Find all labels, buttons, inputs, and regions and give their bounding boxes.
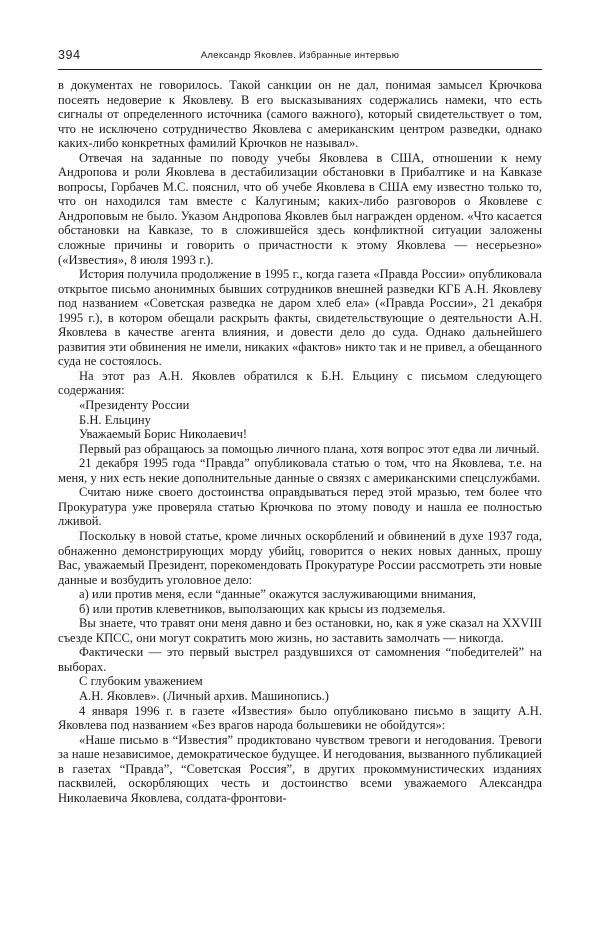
header-divider-rule bbox=[58, 69, 542, 70]
body-text-block bbox=[58, 78, 542, 805]
body-paragraph: Считаю ниже своего достоинства оправдываться перед этой мразью, тем более что Прокуратура уже проверяла статью Крючкова по этому поводу и нашла ее полностью лживой. bbox=[58, 485, 542, 529]
body-paragraph: Б.Н. Ельцину bbox=[79, 412, 151, 427]
body-paragraph: А.Н. Яковлев». (Личный архив. Машинопись.) bbox=[79, 688, 329, 703]
running-head-title: Александр Яковлев. Избранные интервью bbox=[200, 50, 400, 61]
running-head bbox=[58, 48, 542, 66]
body-paragraph: Уважаемый Борис Николаевич! bbox=[79, 427, 248, 442]
body-paragraph: Фактически — это первый выстрел раздувшихся от самомнения “победителей” на выборах. bbox=[58, 645, 542, 674]
body-paragraph: 21 декабря 1995 года “Правда” опубликовала статью о том, что на Яковлева, т.е. на меня, у них есть некие дополнительные данные о связях с американскими спецслужбами. bbox=[58, 456, 542, 485]
page-number: 394 bbox=[58, 48, 81, 62]
body-paragraph: Отвечая на заданные по поводу учебы Яковлева в США, отношении к нему Андропова и роли Яковлева в дестабилизации обстановки в Прибалтике и на Кавказе вопросы, Горбачев М.С. пояснил, что об учебе Яковлева в США ему известно только то, что он находился там вместе с Калугиным; каких-либо разговоров о Яковлеве с Андроповым не было. Указом Андропова Яковлев был награжден орденом. «Что касается обстановки на Кавказе, то в сложившейся здесь конфликтной ситуации заложены сложные причины и говорить о причастности к этому Яковлева — несерьезно» («Известия», 8 июля 1993 г.). bbox=[58, 150, 542, 267]
body-paragraph: История получила продолжение в 1995 г., когда газета «Правда России» опубликовала открытое письмо анонимных бывших сотрудников внешней разведки КГБ А.Н. Яковлеву под названием «Советская разведка не даром хлеб ела» («Правда России», 21 декабря 1995 г.), в котором обещали раскрыть факты, свидетельствующие о деятельности А.Н. Яковлева в качестве агента влияния, и довести дело до суда. Однако дальнейшего развития эти обвинения не имели, никаких «фактов» никто так и не привел, а обещанного суда не состоялось. bbox=[58, 267, 542, 369]
body-paragraph: «Наше письмо в “Известия” продиктовано чувством тревоги и негодования. Тревоги за наше независимое, демократическое будущее. И негодования, вызванного публикацией в газетах “Правда”, “Советская Россия”, в других прокоммунистических изданиях пасквилей, оскорбляющих честь и достоинство всеми уважаемого Александра Николаевича Яковлева, солдата-фронтови- bbox=[58, 732, 542, 805]
body-paragraph: а) или против меня, если “данные” окажутся заслуживающими внимания, bbox=[79, 587, 476, 602]
body-paragraph: в документах не говорилось. Такой санкции он не дал, понимая замысел Крючкова посеять недоверие к Яковлеву. В его высказываниях содержались намеки, что есть сигналы от определенного источника (самого важного), который свидетельствует о том, что не исключено сотрудничество Яковлева с американским центром разведки, однако каких-либо конкретных фамилий Крючков не называл». bbox=[58, 78, 542, 151]
body-paragraph: С глубоким уважением bbox=[79, 674, 203, 689]
body-paragraph: Поскольку в новой статье, кроме личных оскорблений и обвинений в духе 1937 года, обнаженно демонстрирующих морду убийц, говорится о неких новых данных, прошу Вас, уважаемый Президент, порекомендовать Прокуратуре России рассмотреть эти новые данные и возбудить уголовное дело: bbox=[58, 528, 542, 587]
body-paragraph: «Президенту России bbox=[79, 398, 190, 413]
body-paragraph: На этот раз А.Н. Яковлев обратился к Б.Н. Ельцину с письмом следующего содержания: bbox=[58, 368, 542, 398]
body-paragraph: Первый раз обращаюсь за помощью личного плана, хотя вопрос этот едва ли личный. bbox=[79, 441, 540, 456]
body-paragraph: Вы знаете, что травят они меня давно и без остановки, но, как я уже сказал на XXVIII съезде КПСС, они могут сократить мою жизнь, но заставить замолчать — никогда. bbox=[58, 616, 542, 645]
body-paragraph: 4 января 1996 г. в газете «Известия» было опубликовано письмо в защиту А.Н. Яковлева под названием «Без врагов народа большевики не обойдутся»: bbox=[58, 703, 542, 733]
body-paragraph: б) или против клеветников, выползающих как крысы из подземелья. bbox=[79, 601, 446, 616]
